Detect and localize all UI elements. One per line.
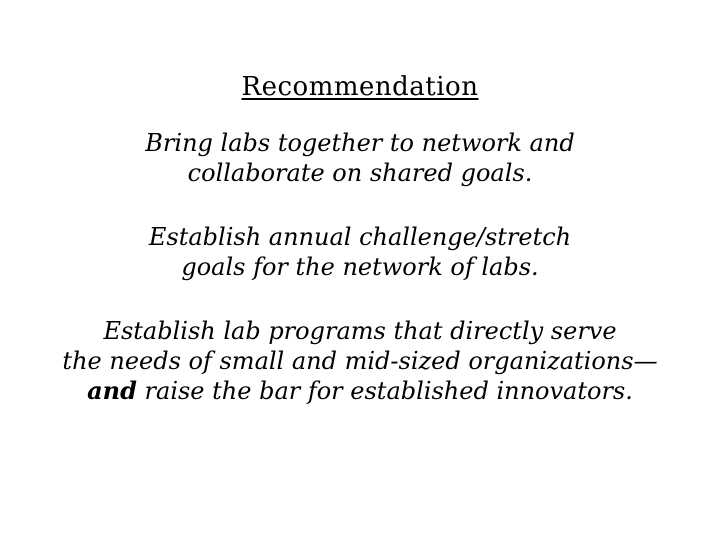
paragraph-bring-labs-together: [0, 128, 720, 188]
slide-title: Recommendation: [241, 72, 479, 102]
paragraph-line: Establish annual challenge/stretch: [148, 223, 572, 251]
paragraph-line: Bring labs together to network and: [145, 129, 575, 157]
paragraph-line: raise the bar for established innovators.: [136, 377, 633, 405]
paragraph-line: goals for the network of labs.: [181, 253, 539, 281]
paragraph-line: collaborate on shared goals.: [187, 159, 533, 187]
paragraph-line: Establish lab programs that directly serve: [103, 317, 617, 345]
paragraph-establish-annual-goals: [0, 222, 720, 282]
bold-word-and: and: [87, 376, 137, 405]
paragraph-establish-lab-programs: [0, 316, 720, 406]
paragraph-line: the needs of small and mid-sized organizations—: [62, 347, 658, 375]
